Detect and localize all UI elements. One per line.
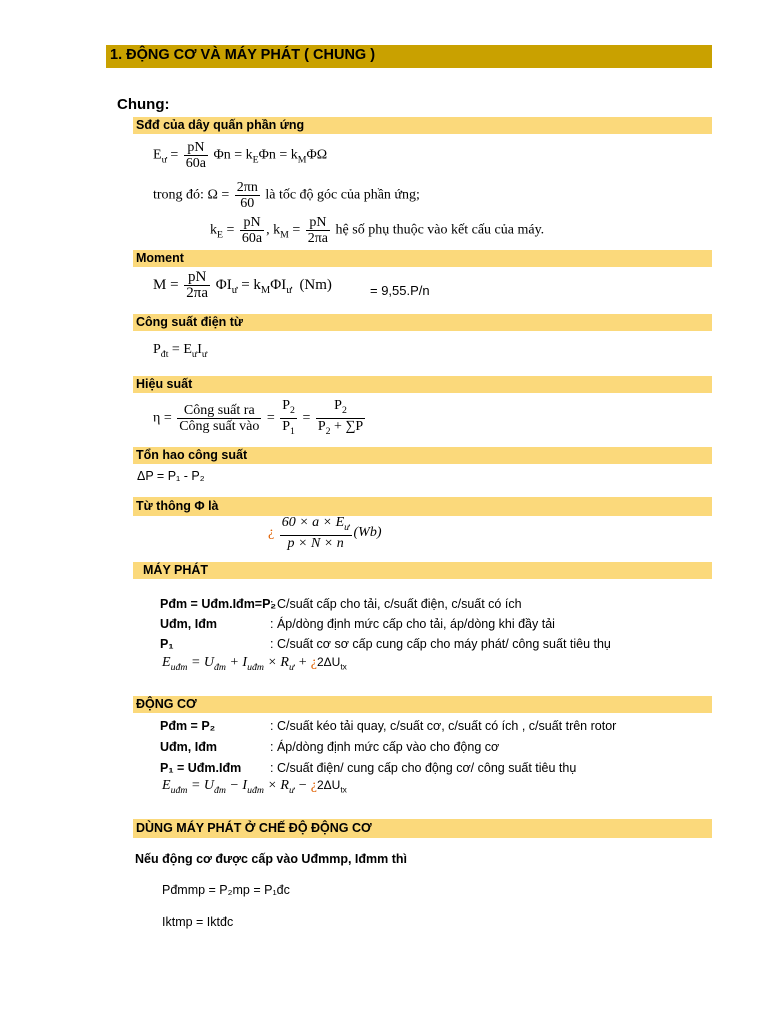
mp-row-3-right: : C/suất cơ sơ cấp cung cấp cho máy phát/ công suất tiêu thụ bbox=[270, 637, 611, 651]
section-may-phat: MÁY PHÁT bbox=[133, 562, 712, 579]
formula-delta-p: ΔP = P₁ - P₂ bbox=[137, 469, 205, 483]
dc-row-1-left: Pđm = P₂ bbox=[160, 719, 216, 733]
section-dong-co: ĐỘNG CƠ bbox=[133, 696, 712, 713]
dc-row-3-right: : C/suất điện/ cung cấp cho động cơ/ công suất tiêu thụ bbox=[270, 761, 577, 775]
mp-row-2-left: Uđm, Iđm bbox=[160, 617, 217, 631]
section-moment: Moment bbox=[133, 250, 712, 267]
dung-line-2: Pđmmp = P₂mp = P₁đc bbox=[162, 883, 290, 897]
dc-row-2-left: Uđm, Iđm bbox=[160, 740, 217, 754]
dc-row-1-right: : C/suất kéo tải quay, c/suất cơ, c/suất có ích , c/suất trên rotor bbox=[270, 719, 617, 733]
formula-omega: trong đó: Ω = $\frac{2\pi n}{60}$ là tốc độ góc của phần ứng; bbox=[153, 180, 420, 211]
section-sdd: Sđđ của dây quấn phần ứng bbox=[133, 117, 712, 134]
formula-flux: ¿ $\frac{60 \times a \times E_ư}{p \times N \times n}$ (Wb) bbox=[268, 515, 382, 551]
page-title: 1. ĐỘNG CƠ VÀ MÁY PHÁT ( CHUNG ) bbox=[110, 47, 376, 63]
dc-row-2-right: : Áp/dòng định mức cấp vào cho động cơ bbox=[270, 740, 500, 754]
section-tu-thong: Từ thông Φ là bbox=[133, 497, 712, 516]
mp-row-1-left: Pđm = Uđm.Iđm=P₂ bbox=[160, 597, 276, 611]
heading-chung: Chung: bbox=[117, 96, 170, 113]
formula-eta: η = $\frac{\text{Công suất ra}}{\text{Công suất vào}}$ = $\frac{P_2}{P_1}$ = $\frac{P_2}{P_2 + \sum P}$ bbox=[153, 398, 364, 437]
dung-line-3: Iktmp = Iktđc bbox=[162, 915, 234, 929]
formula-pdt: $P_{đt} = E_ưI_ư$ bbox=[153, 342, 208, 360]
dung-line-1: Nếu động cơ được cấp vào Uđmmp, Iđmm thì bbox=[135, 852, 407, 866]
formula-e-mp: $E_{uđm} = U_{đm} + I_{uđm} \times R_ư$ + ¿$2\Delta U_{tx}$ bbox=[162, 655, 347, 673]
section-ton-hao: Tổn hao công suất bbox=[133, 447, 712, 464]
section-cong-suat-dien-tu: Công suất điện từ bbox=[133, 314, 712, 331]
formula-e-dc: $E_{uđm} = U_{đm} - I_{uđm} \times R_ư$ − ¿$2\Delta U_{tx}$ bbox=[162, 778, 347, 796]
moment-extra: = 9,55.P/n bbox=[370, 283, 430, 298]
section-dung-may-phat: DÙNG MÁY PHÁT Ở CHẾ ĐỘ ĐỘNG CƠ bbox=[133, 819, 712, 838]
formula-k: $k_E$ = $\frac{pN}{60a}$ , $k_M$ = $\frac{pN}{2\pi a}$ hệ số phụ thuộc vào kết cấu của máy. bbox=[210, 215, 545, 246]
formula-moment: M = $\frac{pN}{2\pi a}$ $\Phi I_ư = k_M\Phi I_ư$ (Nm) bbox=[153, 269, 332, 301]
mp-row-3-left: P₁ bbox=[160, 637, 174, 651]
section-hieu-suat: Hiệu suất bbox=[133, 376, 712, 393]
mp-row-1-right: : C/suất cấp cho tải, c/suất điện, c/suất có ích bbox=[270, 597, 522, 611]
formula-e: $E_ư$ = $\frac{pN}{60a}$ $\Phi n = k_E\Phi n = k_M\Phi\Omega$ bbox=[153, 140, 328, 171]
dc-row-3-left: P₁ = Uđm.Iđm bbox=[160, 761, 242, 775]
mp-row-2-right: : Áp/dòng định mức cấp cho tải, áp/dòng khi đầy tải bbox=[270, 617, 555, 631]
